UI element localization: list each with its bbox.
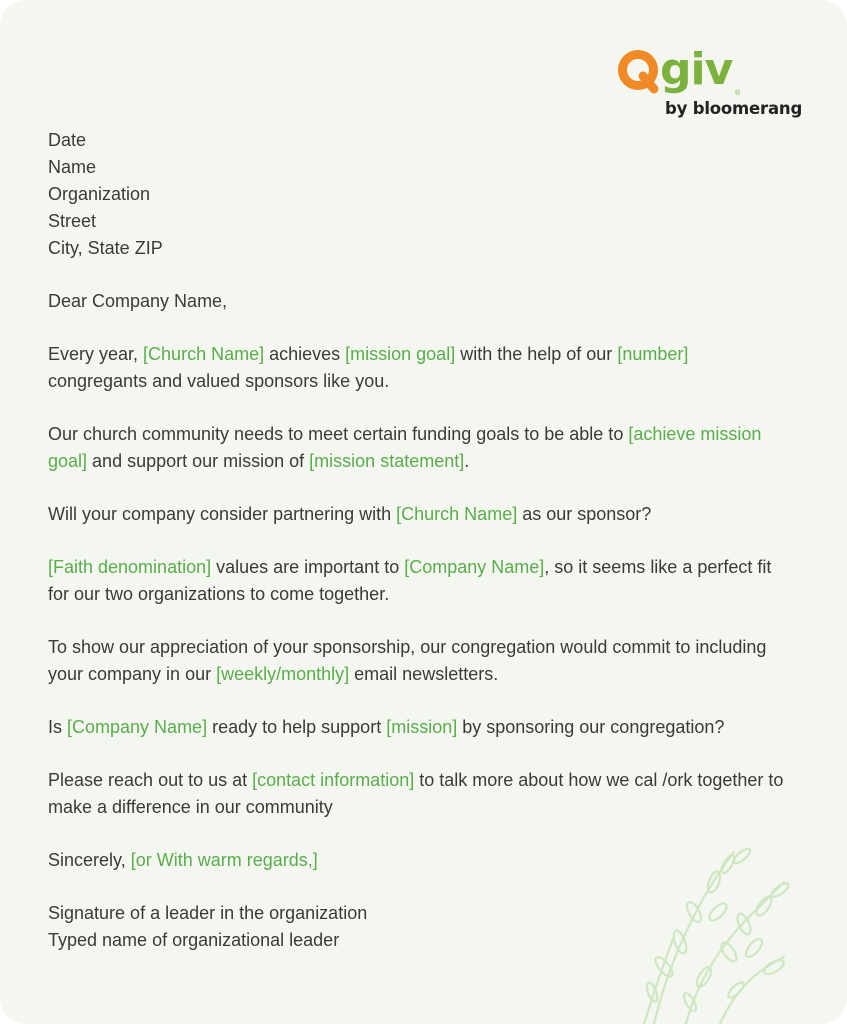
text-segment: and support our mission of (87, 451, 310, 471)
placeholder-field: [achieve mission goal] (48, 424, 762, 471)
text-segment: , so it seems like a perfect fit for our two organizations to come together. (48, 557, 772, 604)
qgiv-q-logo-icon (616, 49, 662, 95)
text-segment: Is (48, 717, 68, 737)
placeholder-field: [Company Name] (67, 717, 208, 737)
logo-byline: by bloomerang (665, 99, 803, 118)
qgiv-logo (616, 46, 802, 126)
placeholder-field: [weekly/monthly] (216, 664, 350, 684)
logo-wordmark: giv (660, 44, 733, 95)
address-city-state-zip: City, State ZIP (48, 238, 163, 258)
leaf-sprig-icon (624, 842, 804, 1024)
typed-name-line: Typed name of organizational leader (48, 930, 340, 950)
address-block (48, 127, 788, 262)
placeholder-field: [mission] (386, 717, 458, 737)
text-segment: values are important to (211, 557, 405, 577)
placeholder-field: [mission statement] (309, 451, 465, 471)
placeholder-field: [contact information] (252, 770, 415, 790)
signature-line: Signature of a leader in the organization (48, 903, 368, 923)
paragraph-7 (48, 767, 788, 821)
address-date: Date (48, 130, 87, 150)
text-segment: with the help of our (455, 344, 618, 364)
text-segment: . (464, 451, 470, 471)
placeholder-field: [or With warm regards,] (130, 850, 318, 870)
address-organization: Organization (48, 184, 151, 204)
paragraph-3 (48, 501, 788, 528)
text-segment: email newsletters. (349, 664, 499, 684)
placeholder-field: [Faith denomination] (48, 557, 212, 577)
placeholder-field: [Church Name] (143, 344, 265, 364)
text-segment: as our sponsor? (517, 504, 652, 524)
placeholder-field: [mission goal] (345, 344, 456, 364)
registered-mark: ® (735, 90, 741, 97)
text-segment: Please reach out to us at (48, 770, 253, 790)
placeholder-field: [Company Name] (404, 557, 545, 577)
text-segment: To show our appreciation of your sponsorship, our congregation would commit to including your company in our (48, 637, 767, 684)
text-segment: congregants and valued sponsors like you. (48, 371, 390, 391)
paragraph-6 (48, 714, 788, 741)
text-segment: Every year, (48, 344, 144, 364)
text-segment: Our church community needs to meet certain funding goals to be able to (48, 424, 629, 444)
placeholder-field: [Church Name] (396, 504, 518, 524)
placeholder-field: [number] (617, 344, 689, 364)
paragraph-1 (48, 341, 788, 395)
salutation: Dear Company Name, (48, 291, 228, 311)
text-segment: Will your company consider partnering with (48, 504, 397, 524)
text-segment: to talk more about how we cal /ork together to make a difference in our community (48, 770, 784, 817)
text-segment: achieves (264, 344, 346, 364)
text-segment: Sincerely, (48, 850, 131, 870)
paragraph-2 (48, 421, 788, 475)
paragraph-4 (48, 554, 788, 608)
text-segment: ready to help support (207, 717, 387, 737)
paragraph-5 (48, 634, 788, 688)
address-name: Name (48, 157, 97, 177)
address-street: Street (48, 211, 97, 231)
text-segment: by sponsoring our congregation? (457, 717, 725, 737)
